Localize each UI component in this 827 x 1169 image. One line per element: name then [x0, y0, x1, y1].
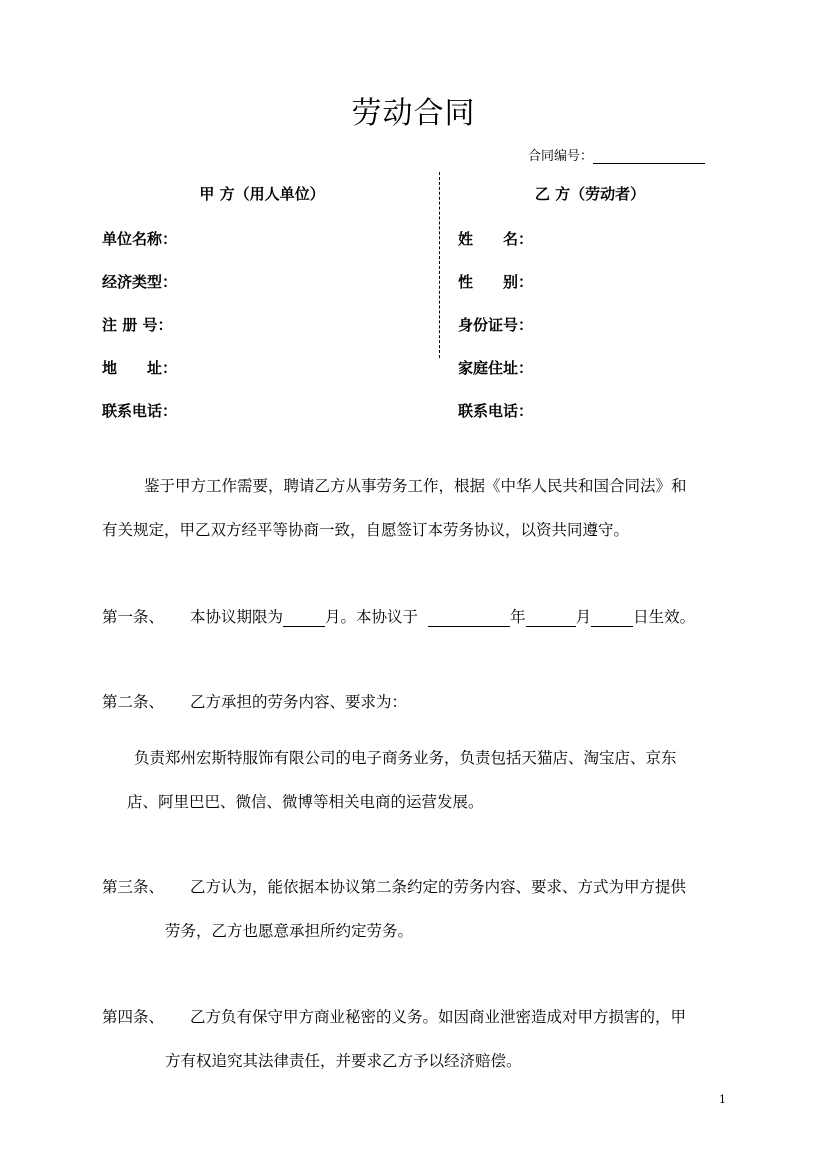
clause-1-text-a: 本协议期限为 [190, 608, 284, 626]
clause-4-label: 第四条、 [102, 1008, 165, 1026]
clause-4-text-2: 方有权追究其法律责任，并要求乙方予以经济赔偿。 [165, 1052, 522, 1070]
clause-2-detail-1: 负责郑州宏斯特服饰有限公司的电子商务业务，负责包括天猫店、淘宝店、京东 [134, 749, 677, 767]
clause-3 [102, 875, 686, 897]
party-b-field-address: 家庭住址： [458, 359, 534, 377]
party-b-field-phone: 联系电话： [458, 402, 534, 420]
page-number: 1 [719, 1093, 726, 1106]
party-b-field-id: 身份证号： [458, 316, 534, 334]
clause-2-detail-2: 店、阿里巴巴、微信、微博等相关电商的运营发展。 [127, 793, 484, 811]
clause-1-text-b: 月。本协议于 [325, 608, 419, 626]
party-b-field-gender: 性 别： [458, 273, 534, 291]
clause-1-day-blank[interactable] [591, 608, 633, 627]
contract-number-label: 合同编号： [528, 149, 594, 164]
party-b-field-name: 姓 名： [458, 230, 534, 248]
contract-number [528, 145, 705, 164]
clause-3-text-2: 劳务，乙方也愿意承担所约定劳务。 [165, 922, 414, 940]
clause-1-label: 第一条、 [102, 608, 165, 626]
contract-number-blank[interactable] [593, 148, 705, 164]
clause-3-text-1: 乙方认为，能依据本协议第二条约定的劳务内容、要求、方式为甲方提供 [190, 878, 687, 896]
clause-2-label: 第二条、 [102, 693, 165, 711]
clause-1-year-blank[interactable] [428, 608, 510, 627]
clause-1-month-label: 月 [575, 608, 592, 626]
party-a-field-name: 单位名称： [102, 230, 178, 248]
document-title: 劳动合同 [351, 96, 476, 131]
clause-1-month-blank[interactable] [526, 608, 576, 627]
clause-4 [102, 1005, 686, 1027]
party-b-heading: 乙 方（劳动者） [534, 185, 646, 203]
clause-1-months-blank[interactable] [283, 608, 325, 627]
party-a-field-address: 地 址： [102, 359, 178, 377]
clause-1-year-label: 年 [510, 608, 526, 626]
party-a-field-phone: 联系电话： [102, 402, 178, 420]
clause-2-text: 乙方承担的劳务内容、要求为： [190, 693, 408, 711]
party-a-heading: 甲 方（用人单位） [199, 185, 325, 203]
clause-3-label: 第三条、 [102, 878, 165, 896]
clause-2 [102, 690, 407, 712]
party-a-field-regno: 注 册 号： [102, 316, 173, 334]
preamble-line-2: 有关规定，甲乙双方经平等协商一致，自愿签订本劳务协议，以资共同遵守。 [102, 521, 630, 539]
party-a-field-type: 经济类型： [102, 273, 178, 291]
clause-4-text-1: 乙方负有保守甲方商业秘密的义务。如因商业泄密造成对甲方损害的，甲 [190, 1008, 687, 1026]
clause-1 [102, 605, 695, 627]
preamble-line-1: 鉴于甲方工作需要，聘请乙方从事劳务工作，根据《中华人民共和国合同法》和 [144, 477, 687, 495]
clause-1-day-label: 日生效。 [633, 608, 696, 626]
